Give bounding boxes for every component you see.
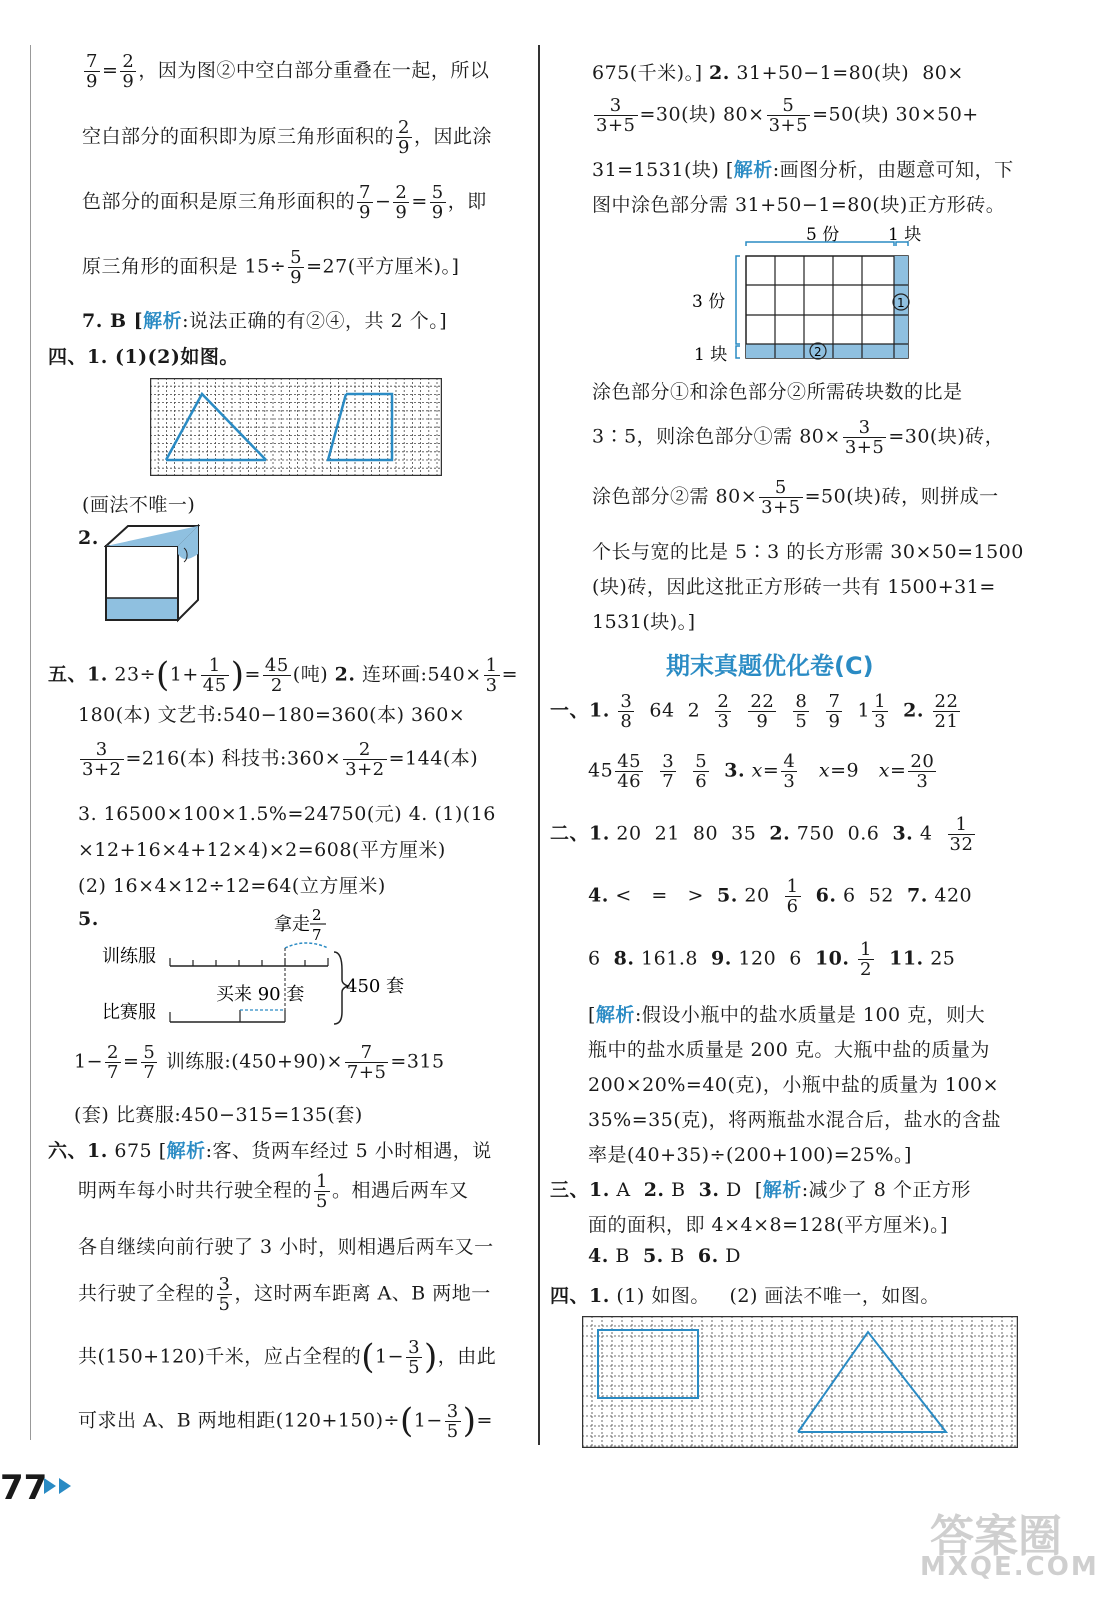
section-4: 四、1. (1)(2)如图。: [48, 346, 239, 368]
s6-line-6: 可求出 A、B 两地相距(120+150)÷(1− $\frac{3}{5}$ )=: [78, 1401, 493, 1442]
r-line-6: 3∶5，则涂色部分①需 80× $\frac{3}{3+5}$ =30(块)砖，: [592, 417, 1005, 458]
buy-label: 买来 90 套: [216, 984, 305, 1005]
r-line-7: 涂色部分②需 80× $\frac{5}{3+5}$ =50(块)砖，则拼成一: [592, 477, 999, 518]
match-label: 比赛服: [102, 1002, 156, 1023]
page-number: 77: [0, 1468, 48, 1508]
s5-line-7: 1− $\frac{2}{7}$ = $\frac{5}{7}$ 训练服:(450+90)× $\frac{7}{7+5}$ =315: [74, 1042, 445, 1083]
c-line-11: 三、1. A 2. B 3. D [解析:减少了 8 个正方形: [550, 1179, 971, 1201]
grid-figure-1: [150, 378, 442, 476]
watermark-url: MXQE.COM: [920, 1552, 1099, 1582]
page-arrows: [44, 1478, 74, 1498]
c-line-2: 45 $\frac{45}{46}$ $\frac{3}{7}$ $\frac{5}{6}$ 3. x= $\frac{4}{3}$ x=9 x= $\frac{20}{3}$: [588, 751, 935, 792]
svg-text:1 块: 1 块: [888, 225, 922, 245]
q2-label: 2.: [78, 527, 99, 549]
s5-line-2: 180(本) 文艺书:540−180=360(本) 360×: [78, 704, 466, 726]
left-line-3: 色部分的面积是原三角形面积的 $\frac{7}{9}$ − $\frac{2}{9}$ = $\frac{5}{9}$ ，即: [82, 182, 487, 223]
r-line-4: 图中涂色部分需 31+50−1=80(块)正方形砖。: [592, 194, 1006, 216]
q7-line: 7. B [解析:说法正确的有②④，共 2 个。]: [82, 310, 448, 332]
r-line-5: 涂色部分①和涂色部分②所需砖块数的比是: [592, 381, 963, 403]
svg-text:5 份: 5 份: [806, 225, 840, 245]
c-line-9: 35%=35(克)，将两瓶盐水混合后，盐水的含盐: [588, 1109, 1002, 1131]
cube-figure: [104, 524, 200, 624]
c-line-6: [解析:假设小瓶中的盐水质量是 100 克，则大: [588, 1004, 986, 1026]
svg-text:2: 2: [814, 345, 822, 359]
train-label: 训练服: [102, 946, 156, 967]
svg-text:3 份: 3 份: [692, 292, 726, 312]
total-label: 450 套: [346, 976, 405, 997]
s6-line-5: 共(150+120)千米，应占全程的(1− $\frac{3}{5}$ )，由此: [78, 1337, 497, 1378]
s5-line-6: (2) 16×4×12÷12=64(立方厘米): [78, 875, 386, 897]
svg-text:1 块: 1 块: [694, 345, 728, 365]
s5-line-8: (套) 比赛服:450−315=135(套): [74, 1104, 363, 1126]
s5-line-5: ×12+16×4+12×4)×2=608(平方厘米): [78, 839, 446, 861]
c-line-14: 四、1. (1) 如图。 (2) 画法不唯一，如图。: [550, 1285, 940, 1307]
left-line-4: 原三角形的面积是 15÷ $\frac{5}{9}$ =27(平方厘米)。]: [82, 247, 460, 288]
section-title: 期末真题优化卷(C): [666, 652, 874, 680]
r-line-10: 1531(块)。]: [592, 611, 696, 633]
c-line-10: 率是(40+35)÷(200+100)=25%。]: [588, 1144, 912, 1166]
svg-text:2: 2: [312, 906, 322, 924]
r-line-2: $\frac{3}{3+5}$ =30(块) 80× $\frac{5}{3+5}$ =50(块) 30×50+: [596, 95, 979, 136]
q5-label: 5.: [78, 908, 99, 930]
c-line-4: 4. < = > 5. 20 $\frac{1}{6}$ 6. 6 52 7. 420: [588, 876, 973, 917]
c-line-7: 瓶中的盐水质量是 200 克。大瓶中盐的质量为: [588, 1039, 990, 1061]
left-line-2: 空白部分的面积即为原三角形面积的 $\frac{2}{9}$ ，因此涂: [82, 117, 492, 158]
r-line-9: (块)砖，因此这批正方形砖一共有 1500+31=: [592, 576, 996, 598]
svg-text:1: 1: [897, 296, 905, 310]
s5-line-1: 五、1. 23÷(1+ $\frac{1}{45}$ )= $\frac{45}{2}$ (吨) 2. 连环画:540× $\frac{1}{3}$ =: [48, 655, 519, 696]
s5-line-4: 3. 16500×100×1.5%=24750(元) 4. (1)(16: [78, 803, 496, 825]
svg-text:7: 7: [312, 926, 322, 944]
c-line-13: 4. B 5. B 6. D: [588, 1245, 741, 1267]
left-line-1: $\frac{7}{9}$ = $\frac{2}{9}$ ，因为图②中空白部分重叠在一起，所以: [86, 51, 490, 92]
r-line-3: 31=1531(块) [解析:画图分析，由题意可知，下: [592, 159, 1014, 181]
fraction: $\frac{7}{9}$: [86, 51, 98, 92]
arrow-right-icon: [44, 1478, 56, 1494]
column-divider: [538, 45, 540, 1445]
s6-line-3: 各自继续向前行驶了 3 小时，则相遇后两车又一: [78, 1236, 494, 1258]
arrow-right-icon: [59, 1478, 71, 1494]
c-line-12: 面的面积，即 4×4×8=128(平方厘米)。]: [588, 1214, 949, 1236]
s6-line-4: 共行驶了全程的 $\frac{3}{5}$ ，这时两车距离 A、B 两地一: [78, 1274, 491, 1315]
s6-line-1: 六、1. 675 [解析:客、货两车经过 5 小时相遇，说: [48, 1140, 492, 1162]
s5-line-3: $\frac{3}{3+2}$ =216(本) 科技书:360× $\frac{2}{3+2}$ =144(本): [82, 739, 479, 780]
r-line-8: 个长与宽的比是 5∶3 的长方形需 30×50=1500: [592, 541, 1024, 563]
r-line-1: 675(千米)。] 2. 31+50−1=80(块) 80×: [592, 62, 964, 84]
c-line-3: 二、1. 20 21 80 35 2. 750 0.6 3. 4 $\frac{1}{32}$: [550, 814, 974, 855]
take-label: 拿走: [274, 914, 310, 935]
c-line-5: 6 8. 161.8 9. 120 6 10. $\frac{1}{2}$ 11. 25: [588, 939, 956, 980]
c-line-1: 一、1. $\frac{3}{8}$ 64 2 $\frac{2}{3}$ $\frac{22}{9}$ $\frac{8}{5}$ $\frac{7}{9}$ 1 $\frac{1}{3}$ 2. $\frac{22}{21}$: [550, 691, 959, 732]
note-not-unique: (画法不唯一): [82, 494, 196, 516]
c-line-8: 200×20%=40(克)，小瓶中盐的质量为 100×: [588, 1074, 1000, 1096]
line-segment-diagram: [100, 900, 420, 1030]
s6-line-2: 明两车每小时共行驶全程的 $\frac{1}{5}$ 。相遇后两车又: [78, 1171, 469, 1212]
left-margin-rule: [30, 45, 31, 1440]
grid-figure-2: [582, 1316, 1018, 1448]
tile-diagram: [690, 222, 930, 368]
watermark-logo: 答案圈: [930, 1511, 1062, 1562]
